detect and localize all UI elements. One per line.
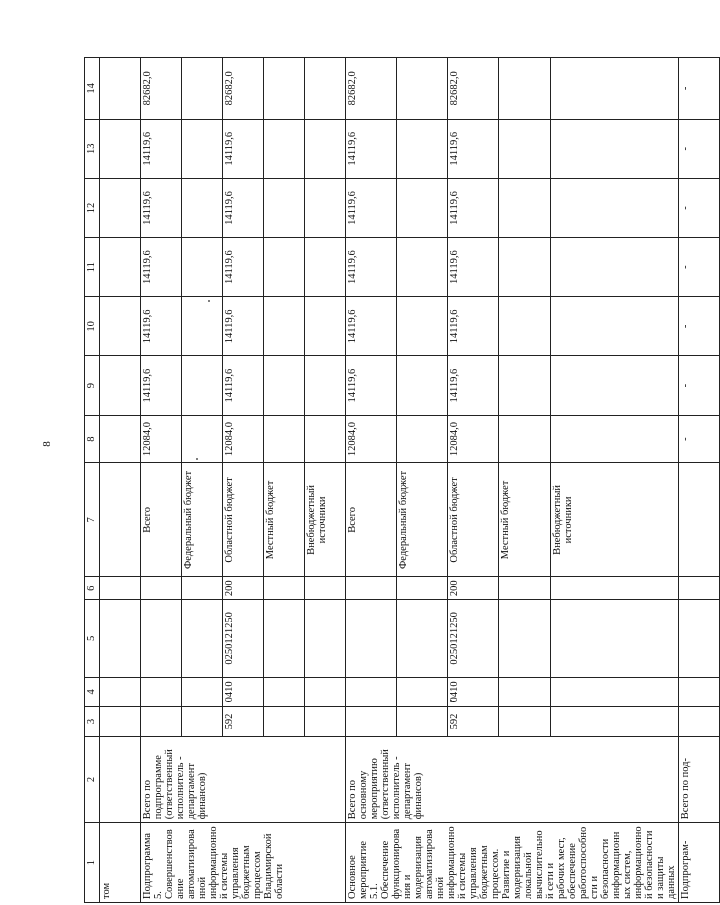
amount-cell-col-13 <box>264 119 305 178</box>
funding-source-cell <box>679 463 720 577</box>
funding-source-cell: Внебюджетный источники <box>305 463 346 577</box>
funding-source-cell: Внебюджетный источники <box>550 463 679 577</box>
funding-source-cell: Местный бюджет <box>499 463 550 577</box>
grbs-code-cell <box>679 707 720 737</box>
amount-cell-col-10 <box>182 297 223 356</box>
grbs-code-cell <box>182 707 223 737</box>
amount-cell-col-12 <box>499 178 550 237</box>
amount-cell-col-10 <box>550 297 679 356</box>
csr-code-cell <box>182 600 223 677</box>
vr-code-cell <box>141 577 182 600</box>
rzpr-code-cell <box>679 677 720 707</box>
vr-code-cell <box>100 577 141 600</box>
responsible-cell <box>100 736 141 823</box>
amount-cell-col-14 <box>100 58 141 120</box>
amount-cell-col-9 <box>264 356 305 415</box>
rzpr-code-cell <box>346 677 397 707</box>
amount-cell-col-11: 14119,6 <box>448 238 499 297</box>
amount-cell-col-14 <box>550 58 679 120</box>
amount-cell-col-9: - <box>679 356 720 415</box>
rzpr-code-cell <box>264 677 305 707</box>
amount-cell-col-11 <box>499 238 550 297</box>
amount-cell-col-11 <box>305 238 346 297</box>
csr-code-cell <box>550 600 679 677</box>
rzpr-code-cell <box>550 677 679 707</box>
amount-cell-col-12 <box>550 178 679 237</box>
grbs-code-cell <box>397 707 448 737</box>
amount-cell-col-14 <box>397 58 448 120</box>
rzpr-code-cell <box>182 677 223 707</box>
amount-cell-col-13: 14119,6 <box>223 119 264 178</box>
amount-cell-col-8 <box>550 415 679 463</box>
grbs-code-cell <box>305 707 346 737</box>
budget-table-sheet <box>84 57 691 903</box>
vr-code-cell <box>346 577 397 600</box>
amount-cell-col-12 <box>182 178 223 237</box>
funding-source-cell <box>100 463 141 577</box>
amount-cell-col-14: - <box>679 58 720 120</box>
amount-cell-col-11 <box>100 238 141 297</box>
csr-code-cell: 0250121250 <box>448 600 499 677</box>
vr-code-cell <box>182 577 223 600</box>
amount-cell-col-12 <box>397 178 448 237</box>
program-name-cell: Основное мероприятие 5.1. Обеспечение функционирования и модернизация автоматизированной информационной системы управления бюджетным процессом. Развитие и модернизация локальной вычислительной сети и рабочих мест, обеспечение работоспособности и безопасности информационных систем, информационной безопасности и защиты данных <box>346 823 679 903</box>
amount-cell-col-14: 82682,0 <box>346 58 397 120</box>
table-row <box>100 58 141 903</box>
amount-cell-col-9 <box>100 356 141 415</box>
grbs-code-cell: 592 <box>223 707 264 737</box>
amount-cell-col-13 <box>499 119 550 178</box>
rzpr-code-cell <box>499 677 550 707</box>
amount-cell-col-11: 14119,6 <box>141 238 182 297</box>
grbs-code-cell <box>141 707 182 737</box>
amount-cell-col-14 <box>499 58 550 120</box>
amount-cell-col-13 <box>397 119 448 178</box>
amount-cell-col-13 <box>305 119 346 178</box>
vr-code-cell <box>679 577 720 600</box>
amount-cell-col-10: 14119,6 <box>448 297 499 356</box>
funding-source-cell: Всего <box>346 463 397 577</box>
amount-cell-col-12: 14119,6 <box>141 178 182 237</box>
grbs-code-cell: 592 <box>448 707 499 737</box>
amount-cell-col-11: - <box>679 238 720 297</box>
amount-cell-col-12: 14119,6 <box>448 178 499 237</box>
amount-cell-col-11 <box>397 238 448 297</box>
amount-cell-col-9 <box>397 356 448 415</box>
responsible-cell: Всего по основному мероприятию (ответственный исполнитель - департамент финансов) <box>346 736 679 823</box>
csr-code-cell <box>397 600 448 677</box>
grbs-code-cell <box>499 707 550 737</box>
header-row <box>85 58 100 903</box>
program-name-cell: Подпрограмма 5. Совершенствование автоматизированной информационной системы управления бюджетным процессом Владимирской области <box>141 823 346 903</box>
budget-table <box>84 57 720 903</box>
vr-code-cell: 200 <box>448 577 499 600</box>
funding-source-cell: Федеральный бюджет <box>182 463 223 577</box>
grbs-code-cell <box>550 707 679 737</box>
rzpr-code-cell: 0410 <box>448 677 499 707</box>
csr-code-cell <box>346 600 397 677</box>
amount-cell-col-9 <box>182 356 223 415</box>
vr-code-cell <box>264 577 305 600</box>
rzpr-code-cell <box>305 677 346 707</box>
column-number-6: 6 <box>85 577 100 600</box>
amount-cell-col-9: 14119,6 <box>346 356 397 415</box>
funding-source-cell: Всего <box>141 463 182 577</box>
rzpr-code-cell: 0410 <box>223 677 264 707</box>
amount-cell-col-10: - <box>679 297 720 356</box>
amount-cell-col-13: 14119,6 <box>141 119 182 178</box>
funding-source-cell: Областной бюджет <box>223 463 264 577</box>
amount-cell-col-10: 14119,6 <box>346 297 397 356</box>
amount-cell-col-10 <box>305 297 346 356</box>
amount-cell-col-8: 12084,0 <box>223 415 264 463</box>
vr-code-cell: 200 <box>223 577 264 600</box>
amount-cell-col-8 <box>100 415 141 463</box>
amount-cell-col-14 <box>264 58 305 120</box>
column-number-14: 14 <box>85 58 100 120</box>
amount-cell-col-10: 14119,6 <box>223 297 264 356</box>
rzpr-code-cell <box>141 677 182 707</box>
grbs-code-cell <box>264 707 305 737</box>
rzpr-code-cell <box>397 677 448 707</box>
vr-code-cell <box>499 577 550 600</box>
amount-cell-col-12 <box>305 178 346 237</box>
rzpr-code-cell <box>100 677 141 707</box>
amount-cell-col-8 <box>397 415 448 463</box>
csr-code-cell <box>499 600 550 677</box>
csr-code-cell: 0250121250 <box>223 600 264 677</box>
table-row <box>346 58 397 903</box>
amount-cell-col-8: 12084,0 <box>141 415 182 463</box>
amount-cell-col-10 <box>499 297 550 356</box>
amount-cell-col-13: 14119,6 <box>448 119 499 178</box>
column-number-10: 10 <box>85 297 100 356</box>
amount-cell-col-14 <box>182 58 223 120</box>
vr-code-cell <box>397 577 448 600</box>
csr-code-cell <box>141 600 182 677</box>
column-number-1: 1 <box>85 823 100 903</box>
amount-cell-col-12 <box>100 178 141 237</box>
amount-cell-col-13 <box>100 119 141 178</box>
amount-cell-col-8 <box>182 415 223 463</box>
responsible-cell: Всего по подпрограмме (ответственный исполнитель - департамент финансов) <box>141 736 346 823</box>
amount-cell-col-12: 14119,6 <box>346 178 397 237</box>
grbs-code-cell <box>346 707 397 737</box>
amount-cell-col-13: - <box>679 119 720 178</box>
vr-code-cell <box>550 577 679 600</box>
amount-cell-col-11 <box>182 238 223 297</box>
column-number-7: 7 <box>85 463 100 577</box>
amount-cell-col-11: 14119,6 <box>346 238 397 297</box>
amount-cell-col-13 <box>550 119 679 178</box>
column-number-5: 5 <box>85 600 100 677</box>
funding-source-cell: Федеральный бюджет <box>397 463 448 577</box>
amount-cell-col-11: 14119,6 <box>223 238 264 297</box>
amount-cell-col-12: - <box>679 178 720 237</box>
funding-source-cell: Областной бюджет <box>448 463 499 577</box>
responsible-cell: Всего по под- <box>679 736 720 823</box>
column-number-2: 2 <box>85 736 100 823</box>
column-number-12: 12 <box>85 178 100 237</box>
program-name-cell: Подпрограм- <box>679 823 720 903</box>
amount-cell-col-14: 82682,0 <box>223 58 264 120</box>
csr-code-cell <box>100 600 141 677</box>
csr-code-cell <box>679 600 720 677</box>
amount-cell-col-8: - <box>679 415 720 463</box>
column-number-4: 4 <box>85 677 100 707</box>
amount-cell-col-8: 12084,0 <box>448 415 499 463</box>
column-number-11: 11 <box>85 238 100 297</box>
amount-cell-col-12 <box>264 178 305 237</box>
amount-cell-col-9: 14119,6 <box>223 356 264 415</box>
amount-cell-col-14: 82682,0 <box>448 58 499 120</box>
amount-cell-col-8 <box>264 415 305 463</box>
amount-cell-col-10 <box>264 297 305 356</box>
amount-cell-col-10: 14119,6 <box>141 297 182 356</box>
amount-cell-col-8: 12084,0 <box>346 415 397 463</box>
csr-code-cell <box>305 600 346 677</box>
amount-cell-col-11 <box>264 238 305 297</box>
amount-cell-col-14 <box>305 58 346 120</box>
amount-cell-col-11 <box>550 238 679 297</box>
amount-cell-col-12: 14119,6 <box>223 178 264 237</box>
amount-cell-col-9 <box>499 356 550 415</box>
amount-cell-col-9 <box>305 356 346 415</box>
column-number-13: 13 <box>85 119 100 178</box>
vr-code-cell <box>305 577 346 600</box>
grbs-code-cell <box>100 707 141 737</box>
column-number-8: 8 <box>85 415 100 463</box>
amount-cell-col-10 <box>397 297 448 356</box>
amount-cell-col-9: 14119,6 <box>448 356 499 415</box>
amount-cell-col-10 <box>100 297 141 356</box>
amount-cell-col-8 <box>305 415 346 463</box>
funding-source-cell: Местный бюджет <box>264 463 305 577</box>
table-row <box>141 58 182 903</box>
amount-cell-col-13: 14119,6 <box>346 119 397 178</box>
table-row <box>679 58 720 903</box>
amount-cell-col-13 <box>182 119 223 178</box>
amount-cell-col-9 <box>550 356 679 415</box>
amount-cell-col-8 <box>499 415 550 463</box>
amount-cell-col-9: 14119,6 <box>141 356 182 415</box>
page-number: 8 <box>40 441 53 447</box>
column-number-9: 9 <box>85 356 100 415</box>
program-name-cell: том <box>100 823 141 903</box>
amount-cell-col-14: 82682,0 <box>141 58 182 120</box>
column-number-3: 3 <box>85 707 100 737</box>
csr-code-cell <box>264 600 305 677</box>
